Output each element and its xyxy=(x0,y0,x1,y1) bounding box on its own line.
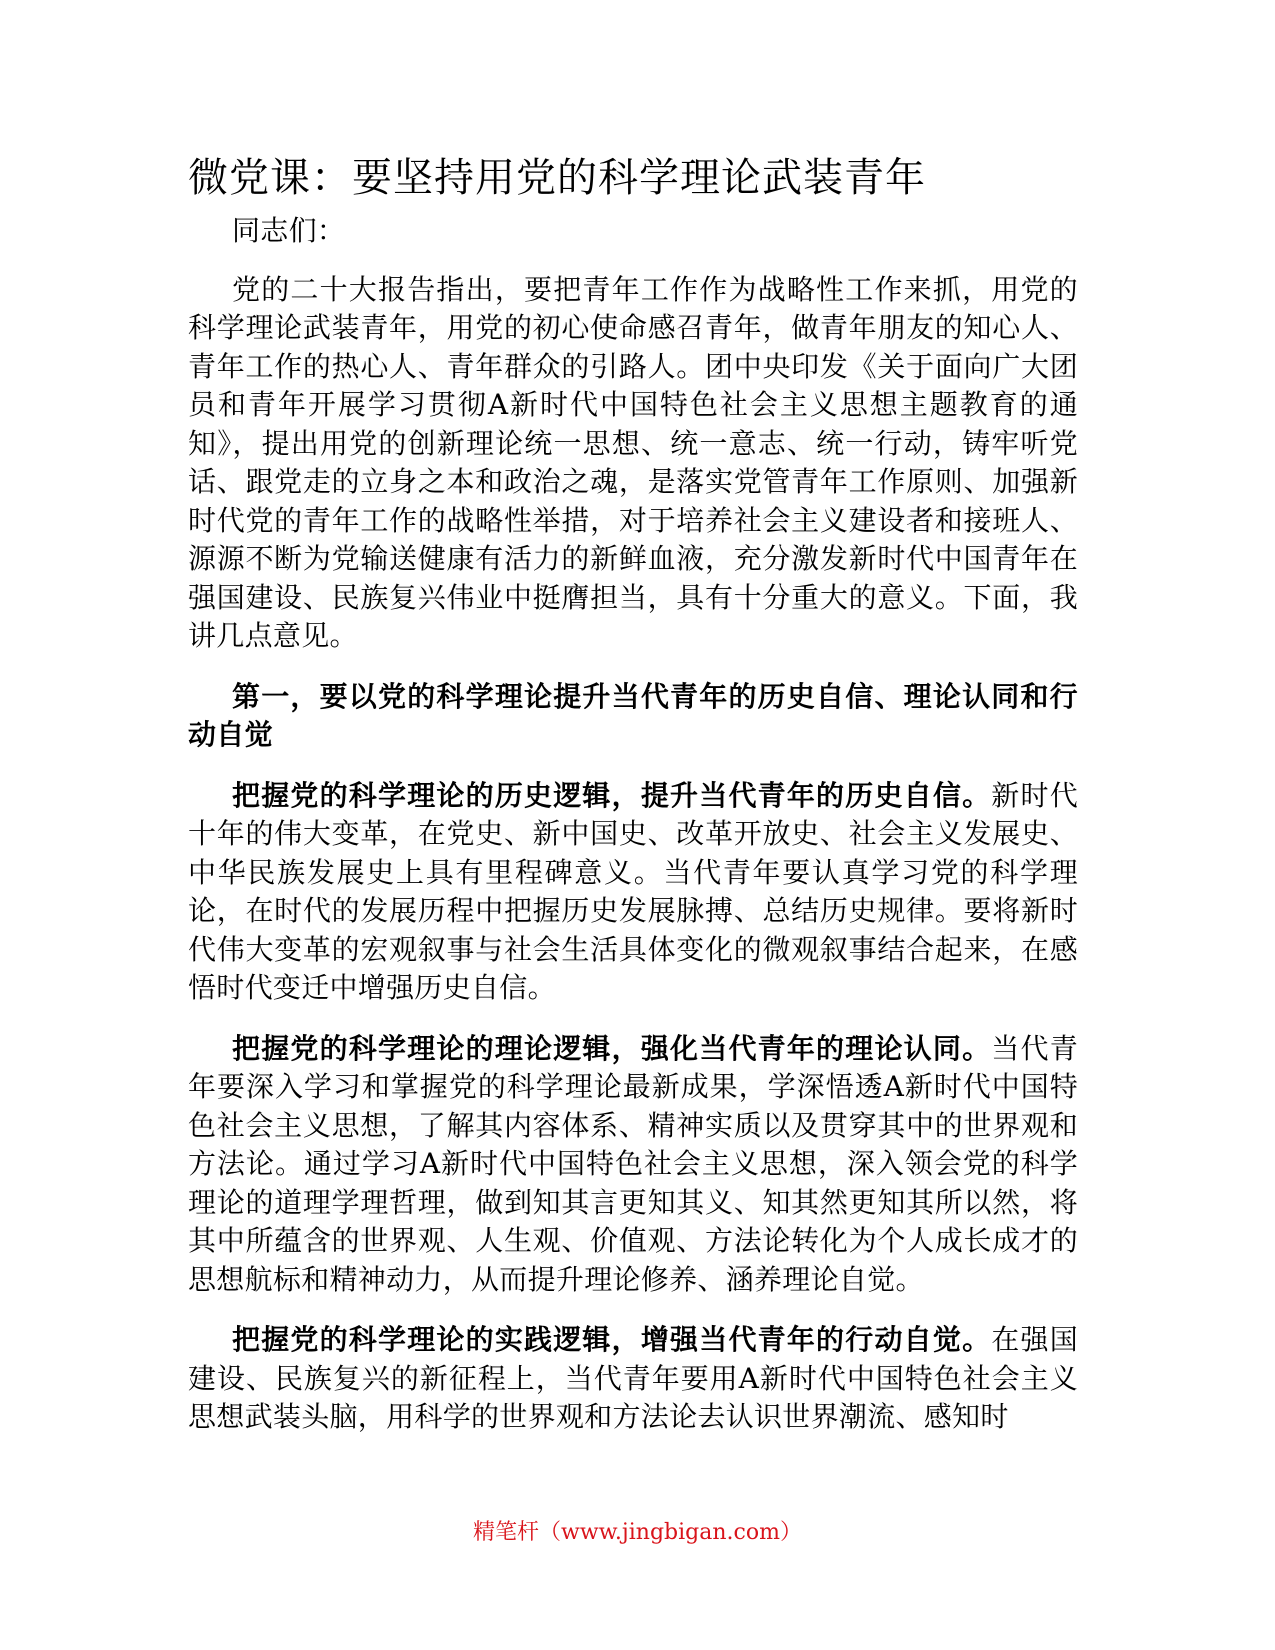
paragraph-lead: 把握党的科学理论的理论逻辑，强化当代青年的理论认同。 xyxy=(232,1031,992,1065)
paragraph-history-logic xyxy=(188,777,1078,1008)
section-heading-1: 第一，要以党的科学理论提升当代青年的历史自信、理论认同和行动自觉 xyxy=(188,679,1078,751)
paragraph-body: 在强国建设、民族复兴的新征程上，当代青年要用A新时代中国特色社会主义思想武装头脑，用科学的世界观和方法论去认识世界潮流、感知时 xyxy=(188,1323,1078,1433)
paragraph-practice-logic xyxy=(188,1321,1078,1437)
paragraph-body: 新时代十年的伟大变革，在党史、新中国史、改革开放史、社会主义发展史、中华民族发展史上具有里程碑意义。当代青年要认真学习党的科学理论，在时代的发展历程中把握历史发展脉搏、总结历史规律。要将新时代伟大变革的宏观叙事与社会生活具体变化的微观叙事结合起来，在感悟时代变迁中增强历史自信。 xyxy=(188,778,1078,1004)
footer-source-link[interactable]: 精笔杆（www.jingbigan.com） xyxy=(473,1520,802,1545)
paragraph-lead: 把握党的科学理论的实践逻辑，增强当代青年的行动自觉。 xyxy=(232,1323,992,1356)
paragraph-theory-logic xyxy=(188,1030,1078,1300)
paragraph-body: 当代青年要深入学习和掌握党的科学理论最新成果，学深悟透A新时代中国特色社会主义思想，了解其内容体系、精神实质以及贯穿其中的世界观和方法论。通过学习A新时代中国特色社会主义思想，深入领会党的科学理论的道理学理哲理，做到知其言更知其义、知其然更知其所以然，将其中所蕴含的世界观、人生观、价值观、方法论转化为个人成长成才的思想航标和精神动力，从而提升理论修养、涵养理论自觉。 xyxy=(188,1031,1078,1296)
document-body xyxy=(188,150,1078,1459)
intro-paragraph: 党的二十大报告指出，要把青年工作作为战略性工作来抓，用党的科学理论武装青年，用党的初心使命感召青年，做青年朋友的知心人、青年工作的热心人、青年群众的引路人。团中央印发《关于面向广大团员和青年开展学习贯彻A新时代中国特色社会主义思想主题教育的通知》，提出用党的创新理论统一思想、统一意志、统一行动，铸牢听党话、跟党走的立身之本和政治之魂，是落实党管青年工作原则、加强新时代党的青年工作的战略性举措，对于培养社会主义建设者和接班人、源源不断为党输送健康有活力的新鲜血液，充分激发新时代中国青年在强国建设、民族复兴伟业中挺膺担当，具有十分重大的意义。下面，我讲几点意见。 xyxy=(188,272,1078,652)
salutation: 同志们： xyxy=(232,214,346,247)
document-title: 微党课：要坚持用党的科学理论武装青年 xyxy=(188,155,926,201)
paragraph-lead: 把握党的科学理论的历史逻辑，提升当代青年的历史自信。 xyxy=(232,778,992,812)
